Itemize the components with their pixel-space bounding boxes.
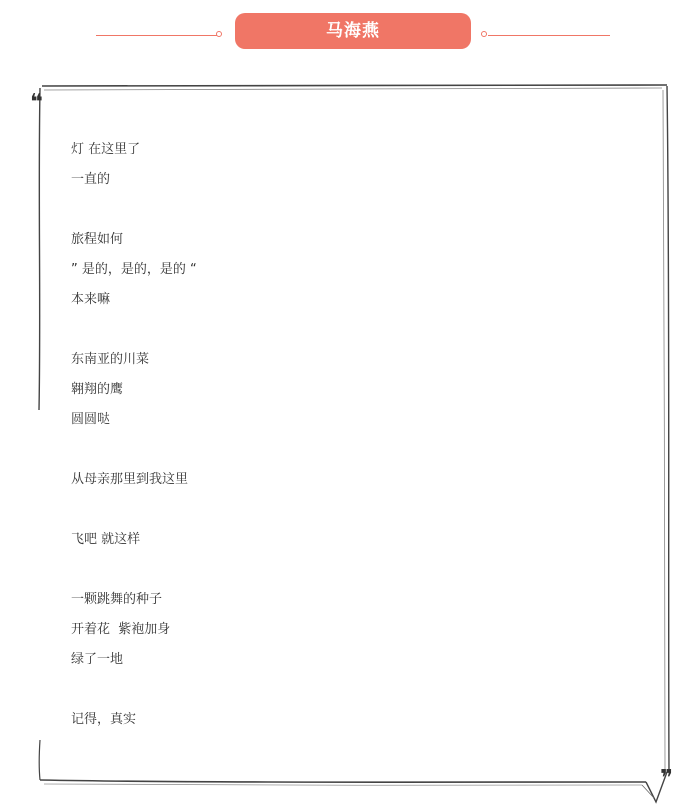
poem-line: 一颗跳舞的种子 bbox=[71, 592, 163, 607]
header-dot-right bbox=[481, 31, 487, 37]
poem-body bbox=[71, 135, 631, 735]
poem-line: 记得，真实 bbox=[71, 712, 137, 727]
poem-line: 开着花 紫袍加身 bbox=[71, 622, 171, 637]
poem-line: 旅程如何 bbox=[71, 232, 124, 247]
poem-blank-line bbox=[71, 195, 631, 225]
poem-line: 一直的 bbox=[71, 172, 111, 187]
header bbox=[0, 0, 700, 60]
poem-line: 飞吧 就这样 bbox=[71, 532, 141, 547]
poem-line: ” 是的，是的，是的 “ bbox=[71, 262, 197, 277]
close-quote-icon: ❞ bbox=[660, 766, 673, 791]
header-divider-left bbox=[96, 35, 218, 36]
header-divider-right bbox=[488, 35, 610, 36]
header-dot-left bbox=[216, 31, 222, 37]
poem-line: 从母亲那里到我这里 bbox=[71, 472, 189, 487]
poem-blank-line bbox=[71, 435, 631, 465]
poem-line: 东南亚的川菜 bbox=[71, 352, 150, 367]
author-title: 马海燕 bbox=[235, 13, 471, 49]
poem-blank-line bbox=[71, 675, 631, 705]
poem-line: 圆圆哒 bbox=[71, 412, 111, 427]
poem-line: 翱翔的鹰 bbox=[71, 382, 124, 397]
poem-blank-line bbox=[71, 315, 631, 345]
poem-line: 绿了一地 bbox=[71, 652, 124, 667]
poem-line: 灯 在这里了 bbox=[71, 142, 141, 157]
poem-blank-line bbox=[71, 495, 631, 525]
poem-blank-line bbox=[71, 555, 631, 585]
poem-line: 本来嘛 bbox=[71, 292, 111, 307]
open-quote-icon: ❝ bbox=[30, 90, 43, 115]
